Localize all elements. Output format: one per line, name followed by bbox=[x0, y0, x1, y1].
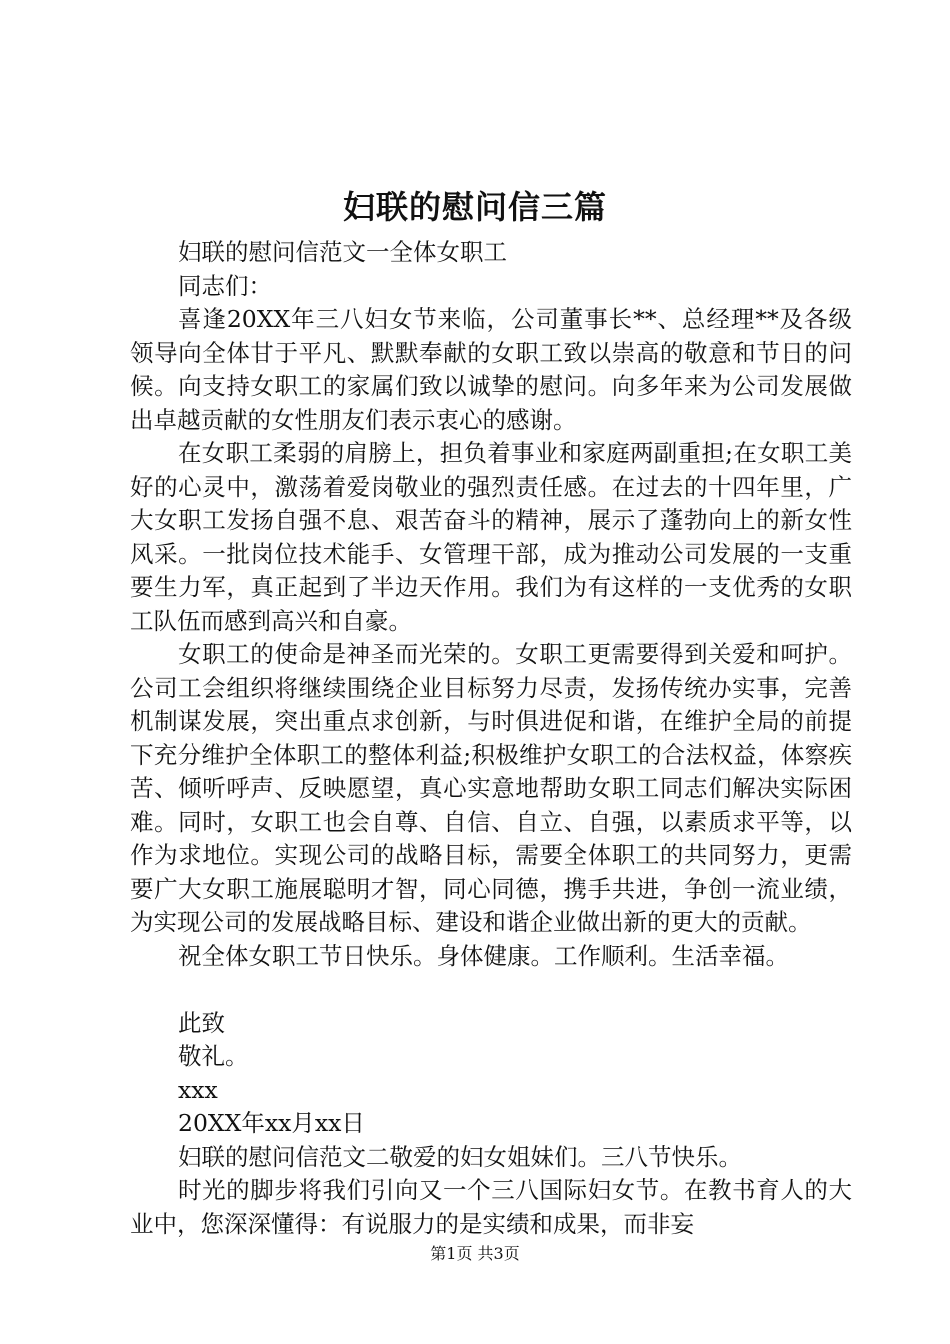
closing-jing-li: 敬礼。 bbox=[178, 1042, 249, 1070]
paragraph-body: 女职工的使命是神圣而光荣的。女职工更需要得到关爱和呵护。公司工会组织将继续围绕企业目标努力尽责，发扬传统办实事，完善机制谋发展，突出重点求创新，与时俱进促和谐，在维护全局的前提下充分维护全体职工的整体利益;积极维护女职工的合法权益，体察疾苦、倾听呼声、反映愿望，真心实意地帮助女职工同志们解决实际困难。同时，女职工也会自尊、自信、自立、自强，以素质求平等，以作为求地位。实现公司的战略目标，需要全体职工的共同努力，更需要广大女职工施展聪明才智，同心同德，携手共进，争创一流业绩，为实现公司的发展战略目标、建设和谐企业做出新的更大的贡献。 bbox=[130, 640, 852, 936]
paragraph-body: 时光的脚步将我们引向又一个三八国际妇女节。在教书育人的大业中，您深深懂得：有说服力的是实绩和成果，而非妄 bbox=[130, 1176, 852, 1238]
blank-line bbox=[130, 973, 852, 1007]
closing-ci-zhi: 此致 bbox=[178, 1008, 225, 1037]
paragraph-salutation: 同志们： bbox=[178, 271, 272, 300]
document-title: 妇联的慰问信三篇 bbox=[342, 188, 607, 226]
paragraph-heading-1: 妇联的慰问信范文一全体女职工 bbox=[178, 238, 507, 266]
paragraph-wishes: 祝全体女职工节日快乐。身体健康。工作顺利。生活幸福。 bbox=[178, 941, 789, 970]
closing-signature: xxx bbox=[178, 1075, 218, 1104]
paragraph-body: 喜逢20XX年三八妇女节来临，公司董事长**、总经理**及各级领导向全体甘于平凡、默默奉献的女职工致以崇高的敬意和节日的问候。向支持女职工的家属们致以诚挚的慰问。向多年来为公司发展做出卓越贡献的女性朋友们表示衷心的感谢。 bbox=[130, 305, 852, 434]
document-body bbox=[130, 236, 852, 1241]
closing-date: 20XX年xx月xx日 bbox=[178, 1109, 365, 1137]
page-footer: 第1页 共3页 bbox=[430, 1244, 520, 1263]
paragraph-body: 在女职工柔弱的肩膀上，担负着事业和家庭两副重担;在女职工美好的心灵中，激荡着爱岗敬业的强烈责任感。在过去的十四年里，广大女职工发扬自强不息、艰苦奋斗的精神，展示了蓬勃向上的新女性风采。一批岗位技术能手、女管理干部，成为推动公司发展的一支重要生力军，真正起到了半边天作用。我们为有这样的一支优秀的女职工队伍而感到高兴和自豪。 bbox=[130, 439, 852, 635]
paragraph-heading-2: 妇联的慰问信范文二敬爱的妇女姐妹们。三八节快乐。 bbox=[178, 1142, 742, 1171]
